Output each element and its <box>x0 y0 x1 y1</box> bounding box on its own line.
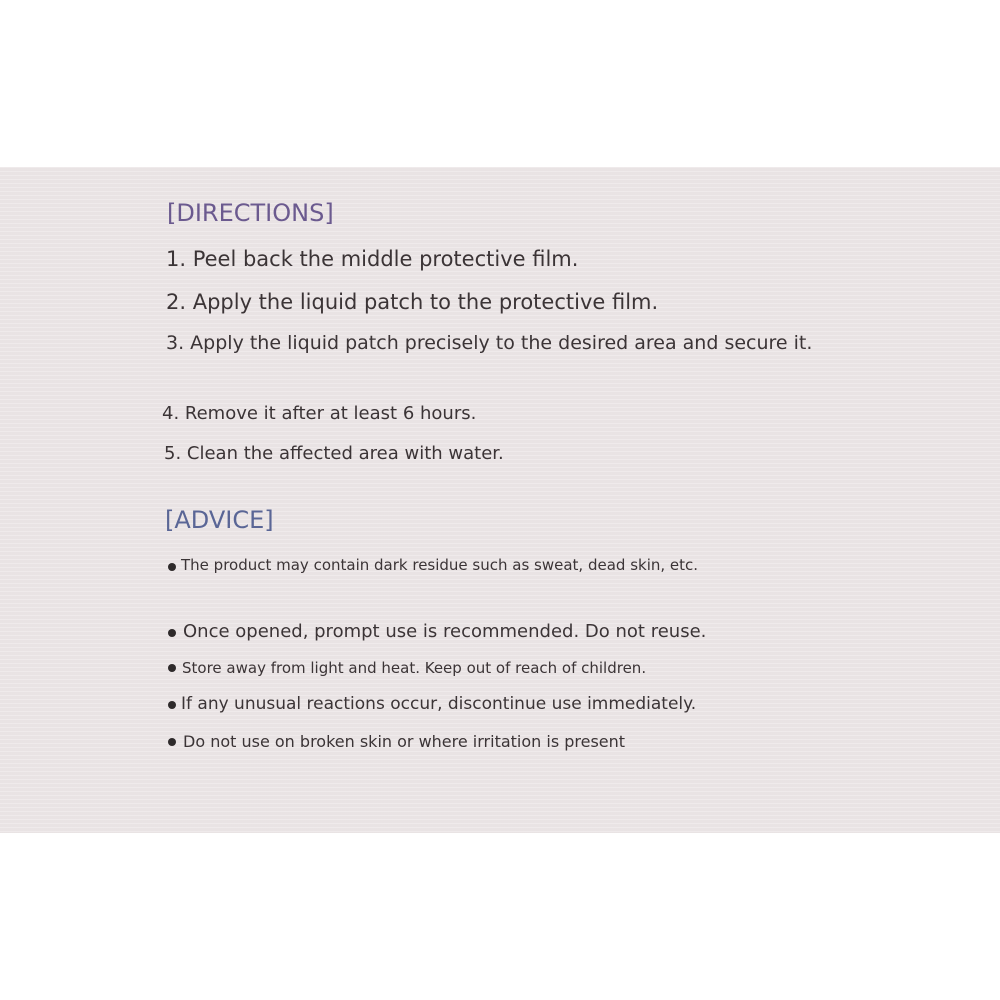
bullet-icon <box>168 629 176 637</box>
direction-step-5: 5. Clean the affected area with water. <box>164 443 504 464</box>
advice-item-5: Do not use on broken skin or where irritation is present <box>183 732 626 751</box>
bullet-icon <box>168 738 176 746</box>
directions-heading: [DIRECTIONS] <box>167 199 334 227</box>
advice-item-3: Store away from light and heat. Keep out of reach of children. <box>182 659 647 677</box>
direction-step-1: 1. Peel back the middle protective film. <box>166 247 579 271</box>
direction-step-3: 3. Apply the liquid patch precisely to the desired area and secure it. <box>166 332 813 354</box>
bullet-icon <box>168 563 176 571</box>
bullet-icon <box>168 664 176 672</box>
advice-heading: [ADVICE] <box>165 506 274 534</box>
direction-step-2: 2. Apply the liquid patch to the protective film. <box>166 290 659 314</box>
advice-item-2: Once opened, prompt use is recommended. Do not reuse. <box>183 621 707 642</box>
direction-step-4: 4. Remove it after at least 6 hours. <box>162 403 477 424</box>
advice-item-4: If any unusual reactions occur, discontinue use immediately. <box>181 694 697 714</box>
instructions-panel <box>0 167 1000 833</box>
advice-item-1: The product may contain dark residue such as sweat, dead skin, etc. <box>181 556 699 574</box>
bullet-icon <box>168 701 176 709</box>
